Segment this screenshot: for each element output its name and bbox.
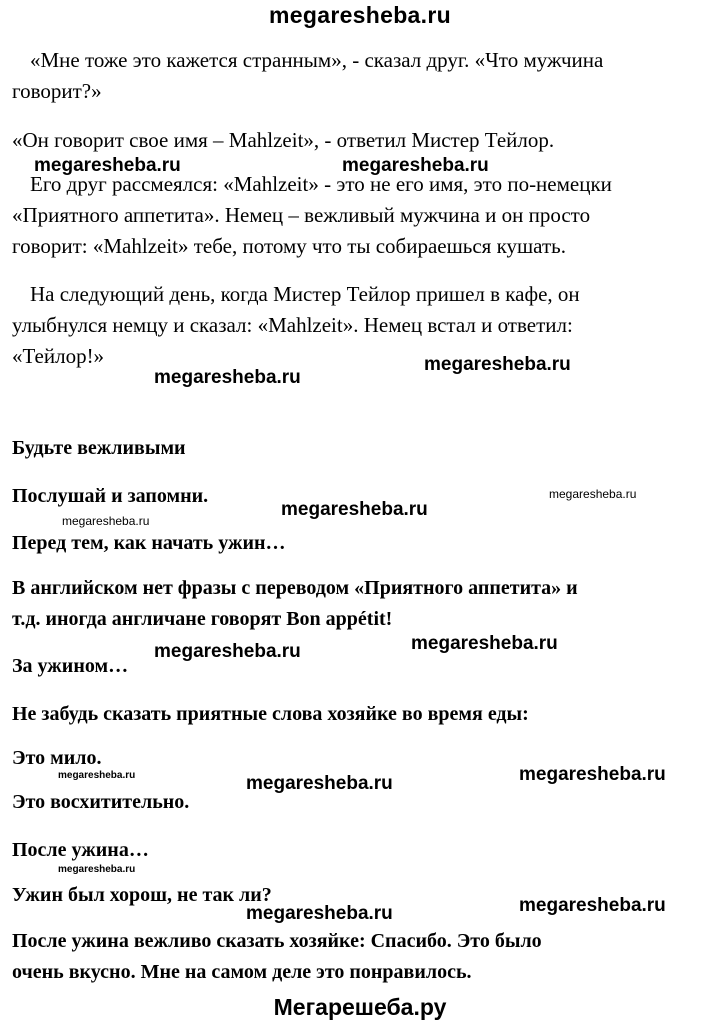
lesson-remember: Не забудь сказать приятные слова хозяйке во время еды: xyxy=(12,703,529,725)
watermark: megaresheba.ru xyxy=(549,487,637,501)
watermark: megaresheba.ru xyxy=(58,864,136,875)
watermark: megaresheba.ru xyxy=(62,514,150,528)
story-p1-line2: говорит?» xyxy=(12,79,102,103)
story-p1-line1: «Мне тоже это кажется странным», - сказал друг. «Что мужчина xyxy=(30,48,604,72)
watermark: megaresheba.ru xyxy=(519,895,666,916)
lesson-delicious: Это восхитительно. xyxy=(12,791,190,813)
lesson-before: Перед тем, как начать ужин… xyxy=(12,532,286,554)
watermark: megaresheba.ru xyxy=(154,367,301,388)
lesson-title: Будьте вежливыми xyxy=(12,437,186,459)
watermark: megaresheba.ru xyxy=(34,155,181,176)
lesson-good-dinner: Ужин был хорош, не так ли? xyxy=(12,884,272,906)
story-p3-line3: говорит: «Mahlzeit» тебе, потому что ты собираешься кушать. xyxy=(12,234,566,258)
lesson-after-line2: очень вкусно. Мне на самом деле это понравилось. xyxy=(12,961,472,983)
watermark: megaresheba.ru xyxy=(342,155,489,176)
lesson-listen: Послушай и запомни. xyxy=(12,485,209,507)
story-p4-line1: На следующий день, когда Мистер Тейлор пришел в кафе, он xyxy=(30,282,580,306)
story-p3-line1: Его друг рассмеялся: «Mahlzeit» - это не его имя, это по-немецки xyxy=(30,172,612,196)
story-p4-line2: улыбнулся немцу и сказал: «Mahlzeit». Немец встал и ответил: xyxy=(12,313,573,337)
lesson-note-line1: В английском нет фразы с переводом «Приятного аппетита» и xyxy=(12,577,578,599)
story-p2-line1: «Он говорит свое имя – Mahlzeit», - ответил Мистер Тейлор. xyxy=(12,128,555,152)
lesson-nice: Это мило. xyxy=(12,747,102,769)
story-p4-line3: «Тейлор!» xyxy=(12,344,105,368)
lesson-after-line1: После ужина вежливо сказать хозяйке: Спасибо. Это было xyxy=(12,930,542,952)
watermark: megaresheba.ru xyxy=(246,903,393,924)
lesson-during: За ужином… xyxy=(12,655,129,677)
watermark: megaresheba.ru xyxy=(58,770,136,781)
watermark: megaresheba.ru xyxy=(281,499,428,520)
watermark: megaresheba.ru xyxy=(424,354,571,375)
watermark: megaresheba.ru xyxy=(154,641,301,662)
footer-site-title: Мегарешеба.ру xyxy=(273,994,447,1020)
watermark: megaresheba.ru xyxy=(519,764,666,785)
watermark: megaresheba.ru xyxy=(411,633,558,654)
header-site-title: megaresheba.ru xyxy=(269,2,451,28)
story-p3-line2: «Приятного аппетита». Немец – вежливый мужчина и он просто xyxy=(12,203,591,227)
lesson-after: После ужина… xyxy=(12,839,149,861)
lesson-note-line2: т.д. иногда англичане говорят Bon appétit! xyxy=(12,608,393,630)
watermark: megaresheba.ru xyxy=(246,773,393,794)
